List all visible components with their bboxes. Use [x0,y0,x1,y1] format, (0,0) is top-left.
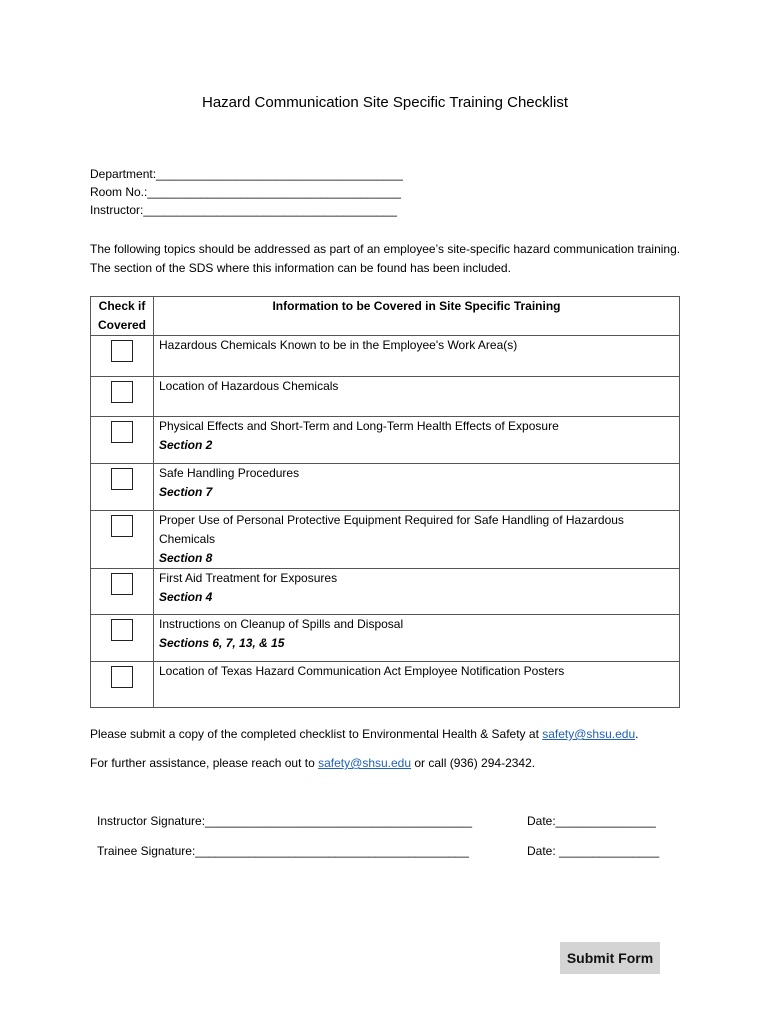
checklist-table [90,296,680,708]
info-fields [90,165,403,219]
row-text: Proper Use of Personal Protective Equipment Required for Safe Handling of Hazardous Chemicals [159,513,624,546]
check-column-header: Check if Covered [91,297,154,336]
trainee-date-field[interactable]: Date: _______________ [527,844,660,858]
sds-section-label: Section 8 [159,551,213,565]
checkbox[interactable] [111,381,133,403]
checkbox[interactable] [111,573,133,595]
row-text: Instructions on Cleanup of Spills and Disposal [159,617,404,631]
instructor-date-field[interactable]: Date:_______________ [527,814,656,828]
intro-paragraph: The following topics should be addressed as part of an employee’s site-specific hazard communication training. The section of the SDS where this information can be found has been included. [90,242,681,275]
sds-section-label: Section 2 [159,438,213,452]
table-row [91,464,680,511]
table-row [91,417,680,464]
table-row [91,336,680,377]
row-text: Physical Effects and Short-Term and Long-Term Health Effects of Exposure [159,419,559,433]
trainee-signature-field[interactable]: Trainee Signature:_________________________________________ [97,844,469,858]
table-row [91,569,680,615]
row-text: Location of Texas Hazard Communication Act Employee Notification Posters [159,664,565,678]
sds-section-label: Section 7 [159,485,213,499]
checkbox[interactable] [111,421,133,443]
checkbox[interactable] [111,619,133,641]
checkbox[interactable] [111,340,133,362]
table-header-row [91,297,680,336]
info-column-header: Information to be Covered in Site Specific Training [154,297,680,336]
row-text: Safe Handling Procedures [159,466,300,480]
row-text: First Aid Treatment for Exposures [159,571,338,585]
table-row [91,377,680,417]
instructor-field[interactable]: Instructor:______________________________________ [90,203,397,217]
instructor-signature-field[interactable]: Instructor Signature:________________________________________ [97,814,473,828]
table-row [91,662,680,708]
row-text: Hazardous Chemicals Known to be in the Employee's Work Area(s) [159,338,518,352]
checkbox[interactable] [111,468,133,490]
checkbox[interactable] [111,666,133,688]
email-link[interactable]: safety@shsu.edu [542,727,636,741]
assistance-note: For further assistance, please reach out to safety@shsu.edu or call (936) 294-2342. [90,756,536,770]
submit-instructions: Please submit a copy of the completed checklist to Environmental Health & Safety at safety@shsu.edu. [90,727,639,741]
room-field[interactable]: Room No.:______________________________________ [90,185,401,199]
page-title: Hazard Communication Site Specific Training Checklist [202,94,568,111]
department-field[interactable]: Department:_____________________________________ [90,167,403,181]
email-link[interactable]: safety@shsu.edu [318,756,412,770]
row-text: Location of Hazardous Chemicals [159,379,339,393]
table-row [91,615,680,662]
table-row [91,511,680,569]
sds-section-label: Sections 6, 7, 13, & 15 [159,636,285,650]
submit-form-button[interactable]: Submit Form [560,942,660,974]
sds-section-label: Section 4 [159,590,213,604]
checkbox[interactable] [111,515,133,537]
